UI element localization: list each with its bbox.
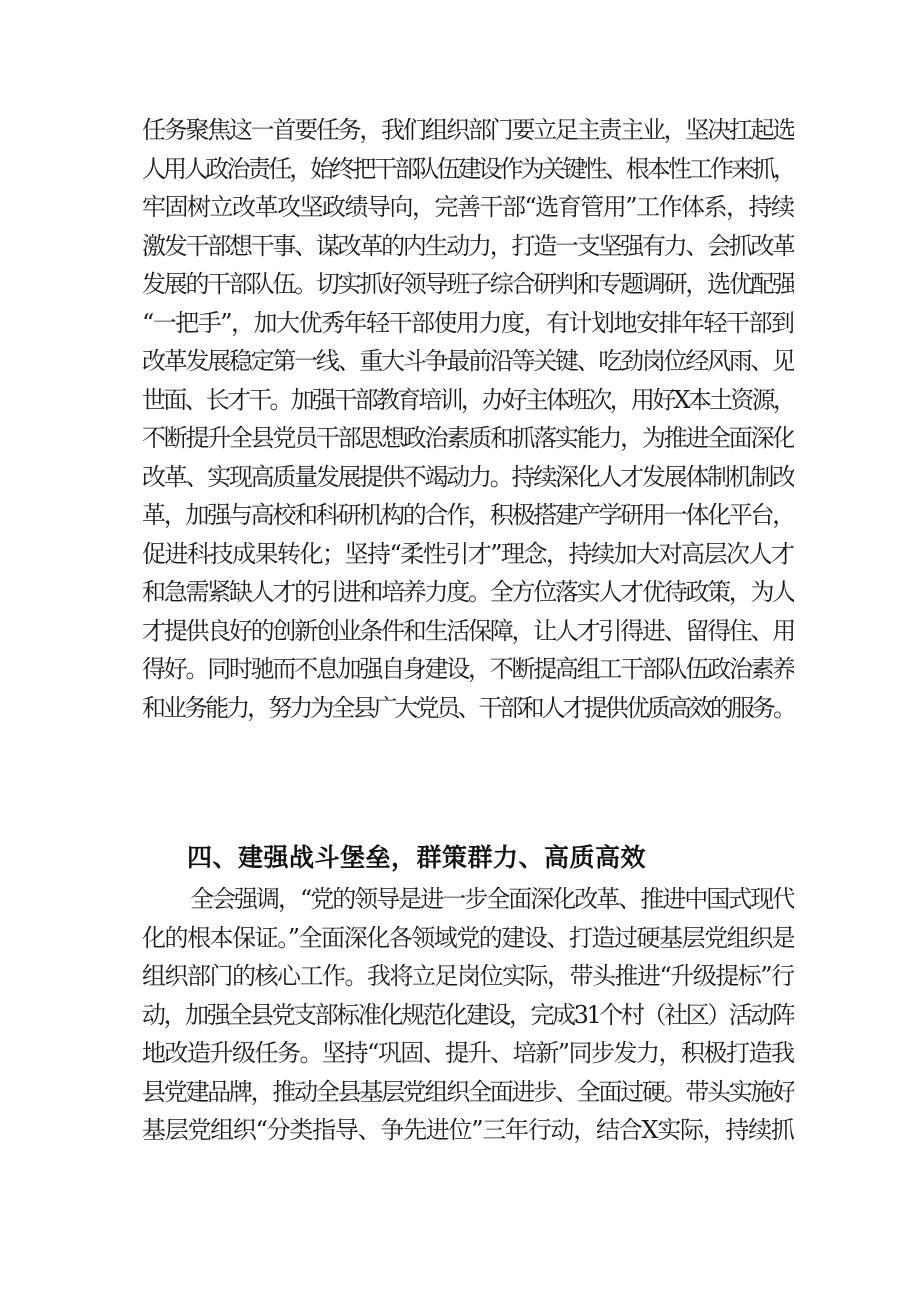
text-line: 全会强调，“党的领导是进一步全面深化改革、推进中国式现代 [190, 885, 794, 913]
text-line: 牢固树立改革攻坚政绩导向，完善干部“选育管用”工作体系，持续 [142, 193, 794, 221]
text-line: 改革、实现高质量发展提供不竭动力。持续深化人才发展体制机制改 [142, 462, 794, 491]
text-line: 和急需紧缺人才的引进和培养力度。全方位落实人才优待政策，为人 [142, 578, 794, 606]
text-line: 任务聚焦这一首要任务，我们组织部门要立足主责主业，坚决扛起选 [142, 116, 794, 144]
text-line: 地改造升级任务。坚持“巩固、提升、培新”同步发力，积极打造我 [142, 1039, 794, 1067]
section-heading: 四、建强战斗堡垒，群策群力、高质高效 [187, 843, 647, 872]
text-line: 激发干部想干事、谋改革的内生动力，打造一支坚强有力、会抓改革 [142, 231, 794, 260]
text-line: 动，加强全县党支部标准化规范化建设，完成31个村（社区）活动阵 [142, 1000, 794, 1029]
text-line: 基层党组织“分类指导、争先进位”三年行动，结合X实际，持续抓 [142, 1116, 794, 1144]
text-line: 和业务能力，努力为全县广大党员、干部和人才提供优质高效的服务。 [142, 693, 794, 722]
body-paragraph-2 [142, 880, 794, 1150]
text-line: 人用人政治责任，始终把干部队伍建设作为关键性、根本性工作来抓， [142, 154, 794, 183]
text-line: 化的根本保证。”全面深化各领域党的建设、打造过硬基层党组织是 [142, 923, 794, 952]
body-paragraph-1 [142, 111, 794, 727]
text-line: 发展的干部队伍。切实抓好领导班子综合研判和专题调研，选优配强 [142, 270, 794, 298]
text-line: 革，加强与高校和科研机构的合作，积极搭建产学研用一体化平台， [142, 501, 794, 529]
text-line: 组织部门的核心工作。我将立足岗位实际，带头推进“升级提标”行 [142, 962, 794, 990]
text-line: 不断提升全县党员干部思想政治素质和抓落实能力，为推进全面深化 [142, 424, 794, 452]
text-line: 县党建品牌，推动全县基层党组织全面进步、全面过硬。带头实施好 [142, 1077, 794, 1106]
text-line: 改革发展稳定第一线、重大斗争最前沿等关键、吃劲岗位经风雨、见 [142, 347, 794, 375]
text-line: 得好。同时驰而不息加强自身建设，不断提高组工干部队伍政治素养 [142, 655, 794, 683]
text-line: “一把手”，加大优秀年轻干部使用力度，有计划地安排年轻干部到 [142, 308, 794, 337]
text-line: 世面、长才干。加强干部教育培训，办好主体班次，用好X本土资源， [142, 385, 794, 414]
text-line: 才提供良好的创新创业条件和生活保障，让人才引得进、留得住、用 [142, 616, 794, 645]
text-line: 促进科技成果转化；坚持“柔性引才”理念，持续加大对高层次人才 [142, 539, 794, 568]
